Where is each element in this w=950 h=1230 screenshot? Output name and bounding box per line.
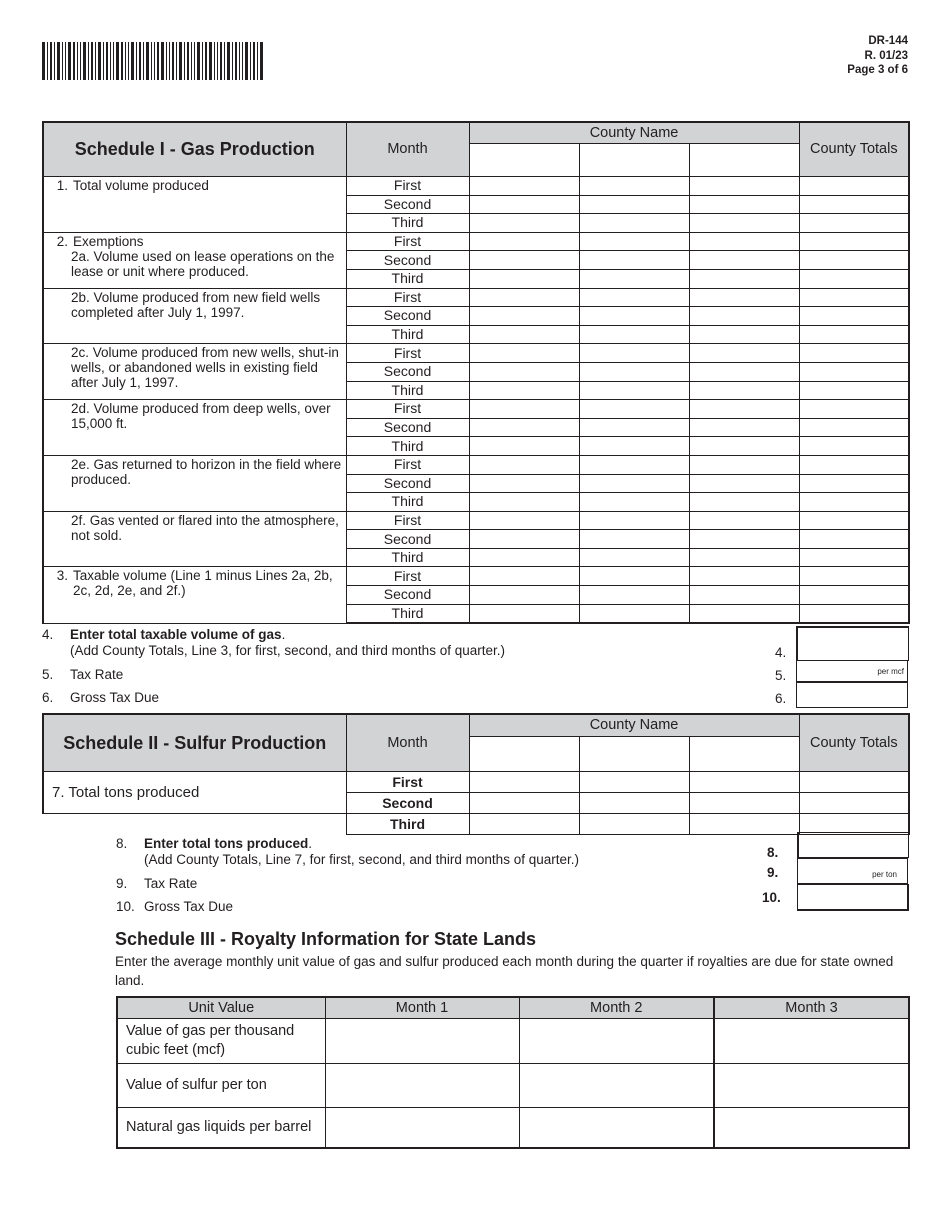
- line-6: [42, 690, 159, 706]
- county-value-cell[interactable]: [579, 214, 689, 233]
- county-value-cell[interactable]: [579, 307, 689, 326]
- county-value-cell[interactable]: [579, 493, 689, 512]
- county-value-cell[interactable]: [689, 548, 799, 567]
- month-label: Second: [346, 307, 469, 326]
- line-10-label: Gross Tax Due: [144, 899, 234, 914]
- county-total-cell[interactable]: [799, 400, 909, 419]
- month-label: Second: [346, 474, 469, 493]
- line-10: [116, 899, 233, 915]
- county-value-cell[interactable]: [689, 195, 799, 214]
- line-5-number: 5.: [42, 667, 54, 682]
- line-label-cell: [43, 288, 346, 344]
- county-value-cell[interactable]: [579, 288, 689, 307]
- month-label: First: [346, 232, 469, 251]
- line-9-box-number: 9.: [767, 865, 779, 880]
- month-label: Third: [346, 437, 469, 456]
- county-value-cell[interactable]: [579, 567, 689, 586]
- county-value-cell[interactable]: [579, 195, 689, 214]
- line-label-cell: [43, 511, 346, 567]
- county-value-cell[interactable]: [689, 437, 799, 456]
- spacer: [43, 814, 346, 835]
- sulfur-cell[interactable]: [689, 814, 799, 835]
- line-4-box-number: 4.: [775, 645, 787, 660]
- line-label-cell: [43, 344, 346, 400]
- line-8: [116, 836, 796, 868]
- line-9-input[interactable]: [797, 858, 908, 884]
- county-value-cell[interactable]: [469, 604, 579, 623]
- page-number: Page 3 of 6: [847, 64, 908, 76]
- schedule-3-description: Enter the average monthly unit value of gas and sulfur produced each month during the quarter if royalties are due for state owned land.: [115, 954, 894, 988]
- county-total-cell[interactable]: [799, 474, 909, 493]
- county-value-cell[interactable]: [689, 586, 799, 605]
- sulfur-cell[interactable]: [469, 793, 579, 814]
- line-8-number: 8.: [116, 836, 128, 851]
- county-totals-header: County Totals: [799, 122, 909, 177]
- line-text: Taxable volume (Line 1 minus Lines 2a, 2b, 2c, 2d, 2e, and 2f.): [73, 568, 333, 599]
- county-value-cell[interactable]: [579, 586, 689, 605]
- county-value-cell[interactable]: [689, 474, 799, 493]
- month-label: Third: [346, 381, 469, 400]
- county-name-header: County Name: [469, 122, 799, 144]
- county-name-input[interactable]: [579, 737, 689, 772]
- county-value-cell[interactable]: [469, 288, 579, 307]
- line-4-period: .: [281, 627, 286, 642]
- county-value-cell[interactable]: [689, 232, 799, 251]
- county-total-cell[interactable]: [799, 437, 909, 456]
- county-name-input[interactable]: [579, 144, 689, 177]
- month-label: First: [346, 455, 469, 474]
- month-label: Second: [346, 586, 469, 605]
- month-label: Third: [346, 325, 469, 344]
- schedule-1-title: Schedule I - Gas Production: [43, 122, 346, 177]
- county-value-cell[interactable]: [689, 177, 799, 196]
- county-total-cell[interactable]: [799, 325, 909, 344]
- line-label-cell: [43, 177, 346, 233]
- county-total-cell[interactable]: [799, 548, 909, 567]
- line-label-cell: [43, 232, 346, 288]
- county-value-cell[interactable]: [689, 325, 799, 344]
- county-total-cell[interactable]: [799, 344, 909, 363]
- county-value-cell[interactable]: [689, 567, 799, 586]
- county-value-cell[interactable]: [689, 511, 799, 530]
- county-total-cell[interactable]: [799, 586, 909, 605]
- line-number: 1.: [56, 178, 68, 193]
- sulfur-month-3-input[interactable]: [714, 1064, 909, 1108]
- month-label: Third: [346, 269, 469, 288]
- line-subtext: 2f. Gas vented or flared into the atmosphere, not sold.: [71, 512, 339, 543]
- county-value-cell[interactable]: [579, 251, 689, 270]
- county-total-cell[interactable]: [799, 567, 909, 586]
- line-number: 3.: [56, 568, 68, 584]
- line-4-input[interactable]: [796, 626, 909, 661]
- month-label: Second: [346, 793, 469, 814]
- county-total-cell[interactable]: [799, 362, 909, 381]
- barcode: [42, 42, 264, 80]
- form-header: [847, 34, 908, 78]
- line-subtext: 2b. Volume produced from new field wells completed after July 1, 1997.: [71, 289, 321, 320]
- sulfur-cell[interactable]: [579, 814, 689, 835]
- month-label: First: [346, 567, 469, 586]
- sulfur-cell[interactable]: [579, 793, 689, 814]
- line-subtext: 2c. Volume produced from new wells, shut-in wells, or abandoned wells in existing field after July 1, 1997.: [71, 345, 339, 391]
- sulfur-total-cell[interactable]: [799, 793, 909, 814]
- line-label-cell: [43, 455, 346, 511]
- county-total-cell[interactable]: [799, 307, 909, 326]
- month-1-header: Month 1: [325, 997, 519, 1019]
- form-revision: R. 01/23: [864, 49, 908, 62]
- month-label: First: [346, 400, 469, 419]
- line-text: Exemptions: [73, 233, 144, 249]
- month-label: Second: [346, 251, 469, 270]
- month-label: First: [346, 511, 469, 530]
- line-9: [116, 876, 197, 892]
- line-subtext: 2e. Gas returned to horizon in the field where produced.: [71, 456, 342, 487]
- line-7-label: 7. Total tons produced: [43, 772, 346, 814]
- gas-month-2-input[interactable]: [519, 1019, 714, 1064]
- line-text: Total volume produced: [73, 178, 209, 193]
- month-header: Month: [346, 122, 469, 177]
- county-total-cell[interactable]: [799, 177, 909, 196]
- schedule-1-table: [42, 121, 910, 624]
- line-label-cell: [43, 567, 346, 623]
- gas-month-1-input[interactable]: [325, 1019, 519, 1064]
- line-8-box-number: 8.: [767, 845, 779, 860]
- county-total-cell[interactable]: [799, 455, 909, 474]
- sulfur-cell[interactable]: [469, 772, 579, 793]
- county-value-cell[interactable]: [579, 232, 689, 251]
- schedule-3-title: Schedule III - Royalty Information for State Lands: [115, 929, 537, 949]
- month-label: First: [346, 288, 469, 307]
- line-8-label: Enter total tons produced: [144, 836, 309, 851]
- county-value-cell[interactable]: [469, 195, 579, 214]
- sulfur-month-2-input[interactable]: [519, 1064, 714, 1108]
- county-value-cell[interactable]: [689, 604, 799, 623]
- month-3-header: Month 3: [714, 997, 909, 1019]
- county-value-cell[interactable]: [579, 474, 689, 493]
- county-value-cell[interactable]: [469, 362, 579, 381]
- county-value-cell[interactable]: [469, 269, 579, 288]
- gas-value-label: Value of gas per thousand cubic feet (mcf): [117, 1019, 325, 1064]
- county-value-cell[interactable]: [579, 511, 689, 530]
- month-label: Third: [346, 604, 469, 623]
- sulfur-cell[interactable]: [469, 814, 579, 835]
- ngl-value-label: Natural gas liquids per barrel: [117, 1108, 325, 1148]
- county-value-cell[interactable]: [689, 214, 799, 233]
- month-label: Second: [346, 195, 469, 214]
- month-label: Third: [346, 493, 469, 512]
- county-total-cell[interactable]: [799, 511, 909, 530]
- county-total-cell[interactable]: [799, 288, 909, 307]
- form-id: DR-144: [868, 35, 908, 47]
- county-value-cell[interactable]: [469, 232, 579, 251]
- county-value-cell[interactable]: [469, 455, 579, 474]
- county-value-cell[interactable]: [579, 437, 689, 456]
- schedule-2-table: [42, 713, 910, 835]
- county-value-cell[interactable]: [689, 251, 799, 270]
- month-2-header: Month 2: [519, 997, 714, 1019]
- sulfur-cell[interactable]: [689, 772, 799, 793]
- month-label: First: [346, 177, 469, 196]
- line-6-label: Gross Tax Due: [70, 690, 160, 705]
- county-value-cell[interactable]: [469, 251, 579, 270]
- line-subtext: 2a. Volume used on lease operations on the lease or unit where produced.: [71, 248, 335, 279]
- month-label: Third: [346, 814, 469, 835]
- county-name-input[interactable]: [469, 737, 579, 772]
- county-value-cell[interactable]: [689, 381, 799, 400]
- ngl-month-2-input[interactable]: [519, 1108, 714, 1148]
- month-label: Second: [346, 418, 469, 437]
- line-subtext: 2d. Volume produced from deep wells, over 15,000 ft.: [71, 401, 331, 432]
- ngl-month-1-input[interactable]: [325, 1108, 519, 1148]
- county-total-cell[interactable]: [799, 195, 909, 214]
- county-value-cell[interactable]: [689, 530, 799, 549]
- line-5-label: Tax Rate: [70, 667, 124, 682]
- county-value-cell[interactable]: [689, 307, 799, 326]
- county-total-cell[interactable]: [799, 530, 909, 549]
- line-6-box-number: 6.: [775, 691, 787, 706]
- county-value-cell[interactable]: [579, 455, 689, 474]
- sulfur-total-cell[interactable]: [799, 772, 909, 793]
- county-value-cell[interactable]: [469, 344, 579, 363]
- county-value-cell[interactable]: [579, 344, 689, 363]
- gas-month-3-input[interactable]: [714, 1019, 909, 1064]
- month-label: First: [346, 772, 469, 793]
- county-value-cell[interactable]: [689, 418, 799, 437]
- line-10-input[interactable]: [797, 884, 909, 911]
- line-9-label: Tax Rate: [144, 876, 198, 891]
- line-4-label: Enter total taxable volume of gas: [70, 627, 282, 642]
- line-4-number: 4.: [42, 627, 54, 642]
- county-value-cell[interactable]: [469, 325, 579, 344]
- county-value-cell[interactable]: [469, 548, 579, 567]
- line-6-number: 6.: [42, 690, 54, 705]
- line-8-period: .: [308, 836, 313, 851]
- county-value-cell[interactable]: [469, 400, 579, 419]
- county-total-cell[interactable]: [799, 232, 909, 251]
- county-name-input[interactable]: [689, 737, 799, 772]
- month-label: Second: [346, 530, 469, 549]
- per-mcf-unit: per mcf: [877, 667, 904, 676]
- county-total-cell[interactable]: [799, 381, 909, 400]
- county-value-cell[interactable]: [469, 567, 579, 586]
- month-label: Third: [346, 548, 469, 567]
- sulfur-cell[interactable]: [579, 772, 689, 793]
- county-value-cell[interactable]: [469, 586, 579, 605]
- unit-value-header: Unit Value: [117, 997, 325, 1019]
- per-ton-unit: per ton: [872, 870, 897, 879]
- line-10-number: 10.: [116, 899, 135, 914]
- county-value-cell[interactable]: [579, 362, 689, 381]
- county-value-cell[interactable]: [579, 381, 689, 400]
- sulfur-cell[interactable]: [689, 793, 799, 814]
- month-label: Second: [346, 362, 469, 381]
- county-value-cell[interactable]: [579, 400, 689, 419]
- county-value-cell[interactable]: [689, 455, 799, 474]
- county-value-cell[interactable]: [689, 362, 799, 381]
- line-8-input[interactable]: [797, 832, 909, 858]
- line-4-note: (Add County Totals, Line 3, for first, second, and third months of quarter.): [70, 643, 505, 658]
- county-value-cell[interactable]: [469, 493, 579, 512]
- schedule-2-title: Schedule II - Sulfur Production: [43, 714, 346, 772]
- county-total-cell[interactable]: [799, 214, 909, 233]
- line-5-input[interactable]: [796, 660, 908, 682]
- county-value-cell[interactable]: [469, 437, 579, 456]
- county-value-cell[interactable]: [579, 325, 689, 344]
- line-8-note: (Add County Totals, Line 7, for first, second, and third months of quarter.): [144, 852, 579, 867]
- county-value-cell[interactable]: [469, 511, 579, 530]
- county-total-cell[interactable]: [799, 418, 909, 437]
- county-name-input[interactable]: [689, 144, 799, 177]
- county-totals-header: County Totals: [799, 714, 909, 772]
- county-value-cell[interactable]: [579, 548, 689, 567]
- county-name-header: County Name: [469, 714, 799, 737]
- sulfur-value-label: Value of sulfur per ton: [117, 1064, 325, 1108]
- line-10-box-number: 10.: [762, 890, 781, 905]
- county-value-cell[interactable]: [689, 269, 799, 288]
- county-value-cell[interactable]: [579, 418, 689, 437]
- county-total-cell[interactable]: [799, 251, 909, 270]
- line-6-input[interactable]: [796, 682, 908, 708]
- month-label: Third: [346, 214, 469, 233]
- county-value-cell[interactable]: [579, 177, 689, 196]
- county-value-cell[interactable]: [469, 418, 579, 437]
- county-value-cell[interactable]: [469, 177, 579, 196]
- county-total-cell[interactable]: [799, 604, 909, 623]
- line-label-cell: [43, 400, 346, 456]
- county-value-cell[interactable]: [579, 530, 689, 549]
- line-5: [42, 667, 123, 683]
- ngl-month-3-input[interactable]: [714, 1108, 909, 1148]
- county-total-cell[interactable]: [799, 269, 909, 288]
- county-value-cell[interactable]: [689, 344, 799, 363]
- month-header: Month: [346, 714, 469, 772]
- line-5-box-number: 5.: [775, 668, 787, 683]
- county-value-cell[interactable]: [469, 307, 579, 326]
- county-value-cell[interactable]: [689, 288, 799, 307]
- month-label: First: [346, 344, 469, 363]
- county-value-cell[interactable]: [469, 214, 579, 233]
- county-value-cell[interactable]: [579, 604, 689, 623]
- schedule-3-table: [116, 996, 910, 1149]
- county-value-cell[interactable]: [579, 269, 689, 288]
- county-total-cell[interactable]: [799, 493, 909, 512]
- county-value-cell[interactable]: [469, 474, 579, 493]
- line-4: [42, 627, 802, 659]
- line-9-number: 9.: [116, 876, 128, 891]
- county-value-cell[interactable]: [469, 381, 579, 400]
- county-name-input[interactable]: [469, 144, 579, 177]
- county-value-cell[interactable]: [689, 400, 799, 419]
- county-value-cell[interactable]: [469, 530, 579, 549]
- county-value-cell[interactable]: [689, 493, 799, 512]
- sulfur-month-1-input[interactable]: [325, 1064, 519, 1108]
- line-number: 2.: [56, 233, 68, 249]
